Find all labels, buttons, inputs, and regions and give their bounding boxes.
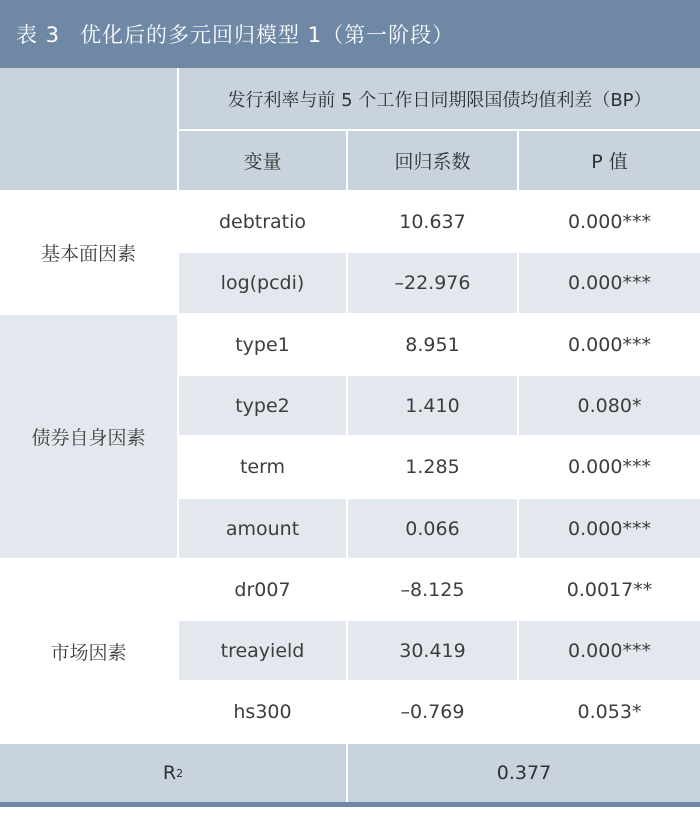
group-market: 市场因素: [0, 560, 177, 742]
header-coefficient: 回归系数: [348, 131, 517, 190]
cell-variable: treayield: [179, 621, 346, 680]
cell-p-value: 0.0017**: [519, 560, 700, 619]
cell-coefficient: –22.976: [348, 253, 517, 313]
header-variable: 变量: [179, 131, 346, 190]
cell-variable: amount: [179, 499, 346, 558]
cell-coefficient: 8.951: [348, 315, 517, 374]
cell-p-value: 0.000***: [519, 499, 700, 558]
cell-variable: debtratio: [179, 192, 346, 251]
cell-p-value: 0.000***: [519, 192, 700, 251]
cell-p-value: 0.000***: [519, 253, 700, 313]
r-squared-value: 0.377: [348, 744, 700, 802]
cell-coefficient: 0.066: [348, 499, 517, 558]
r-squared-label: [0, 744, 346, 802]
table-number: 表 3: [16, 23, 61, 47]
r-squared-superscript: 2: [176, 766, 184, 780]
cell-coefficient: –0.769: [348, 682, 517, 742]
group-bond-specific: 债券自身因素: [0, 315, 177, 558]
cell-coefficient: –8.125: [348, 560, 517, 619]
header-dependent-variable: 发行利率与前 5 个工作日同期限国债均值利差（BP）: [179, 68, 700, 129]
group-fundamental: 基本面因素: [0, 192, 177, 313]
cell-variable: term: [179, 437, 346, 497]
cell-p-value: 0.000***: [519, 315, 700, 374]
r-squared-letter: R: [162, 762, 177, 784]
cell-variable: type1: [179, 315, 346, 374]
cell-coefficient: 30.419: [348, 621, 517, 680]
cell-variable: hs300: [179, 682, 346, 742]
cell-p-value: 0.000***: [519, 437, 700, 497]
cell-coefficient: 1.285: [348, 437, 517, 497]
cell-p-value: 0.000***: [519, 621, 700, 680]
table-title-text: 优化后的多元回归模型 1（第一阶段）: [80, 23, 455, 47]
header-corner: [0, 68, 177, 190]
cell-p-value: 0.053*: [519, 682, 700, 742]
header-p-value: P 值: [519, 131, 700, 190]
cell-p-value: 0.080*: [519, 376, 700, 435]
cell-coefficient: 10.637: [348, 192, 517, 251]
table-title: [0, 0, 700, 68]
footer-rule: [0, 802, 700, 807]
cell-variable: log(pcdi): [179, 253, 346, 313]
cell-variable: dr007: [179, 560, 346, 619]
cell-variable: type2: [179, 376, 346, 435]
cell-coefficient: 1.410: [348, 376, 517, 435]
